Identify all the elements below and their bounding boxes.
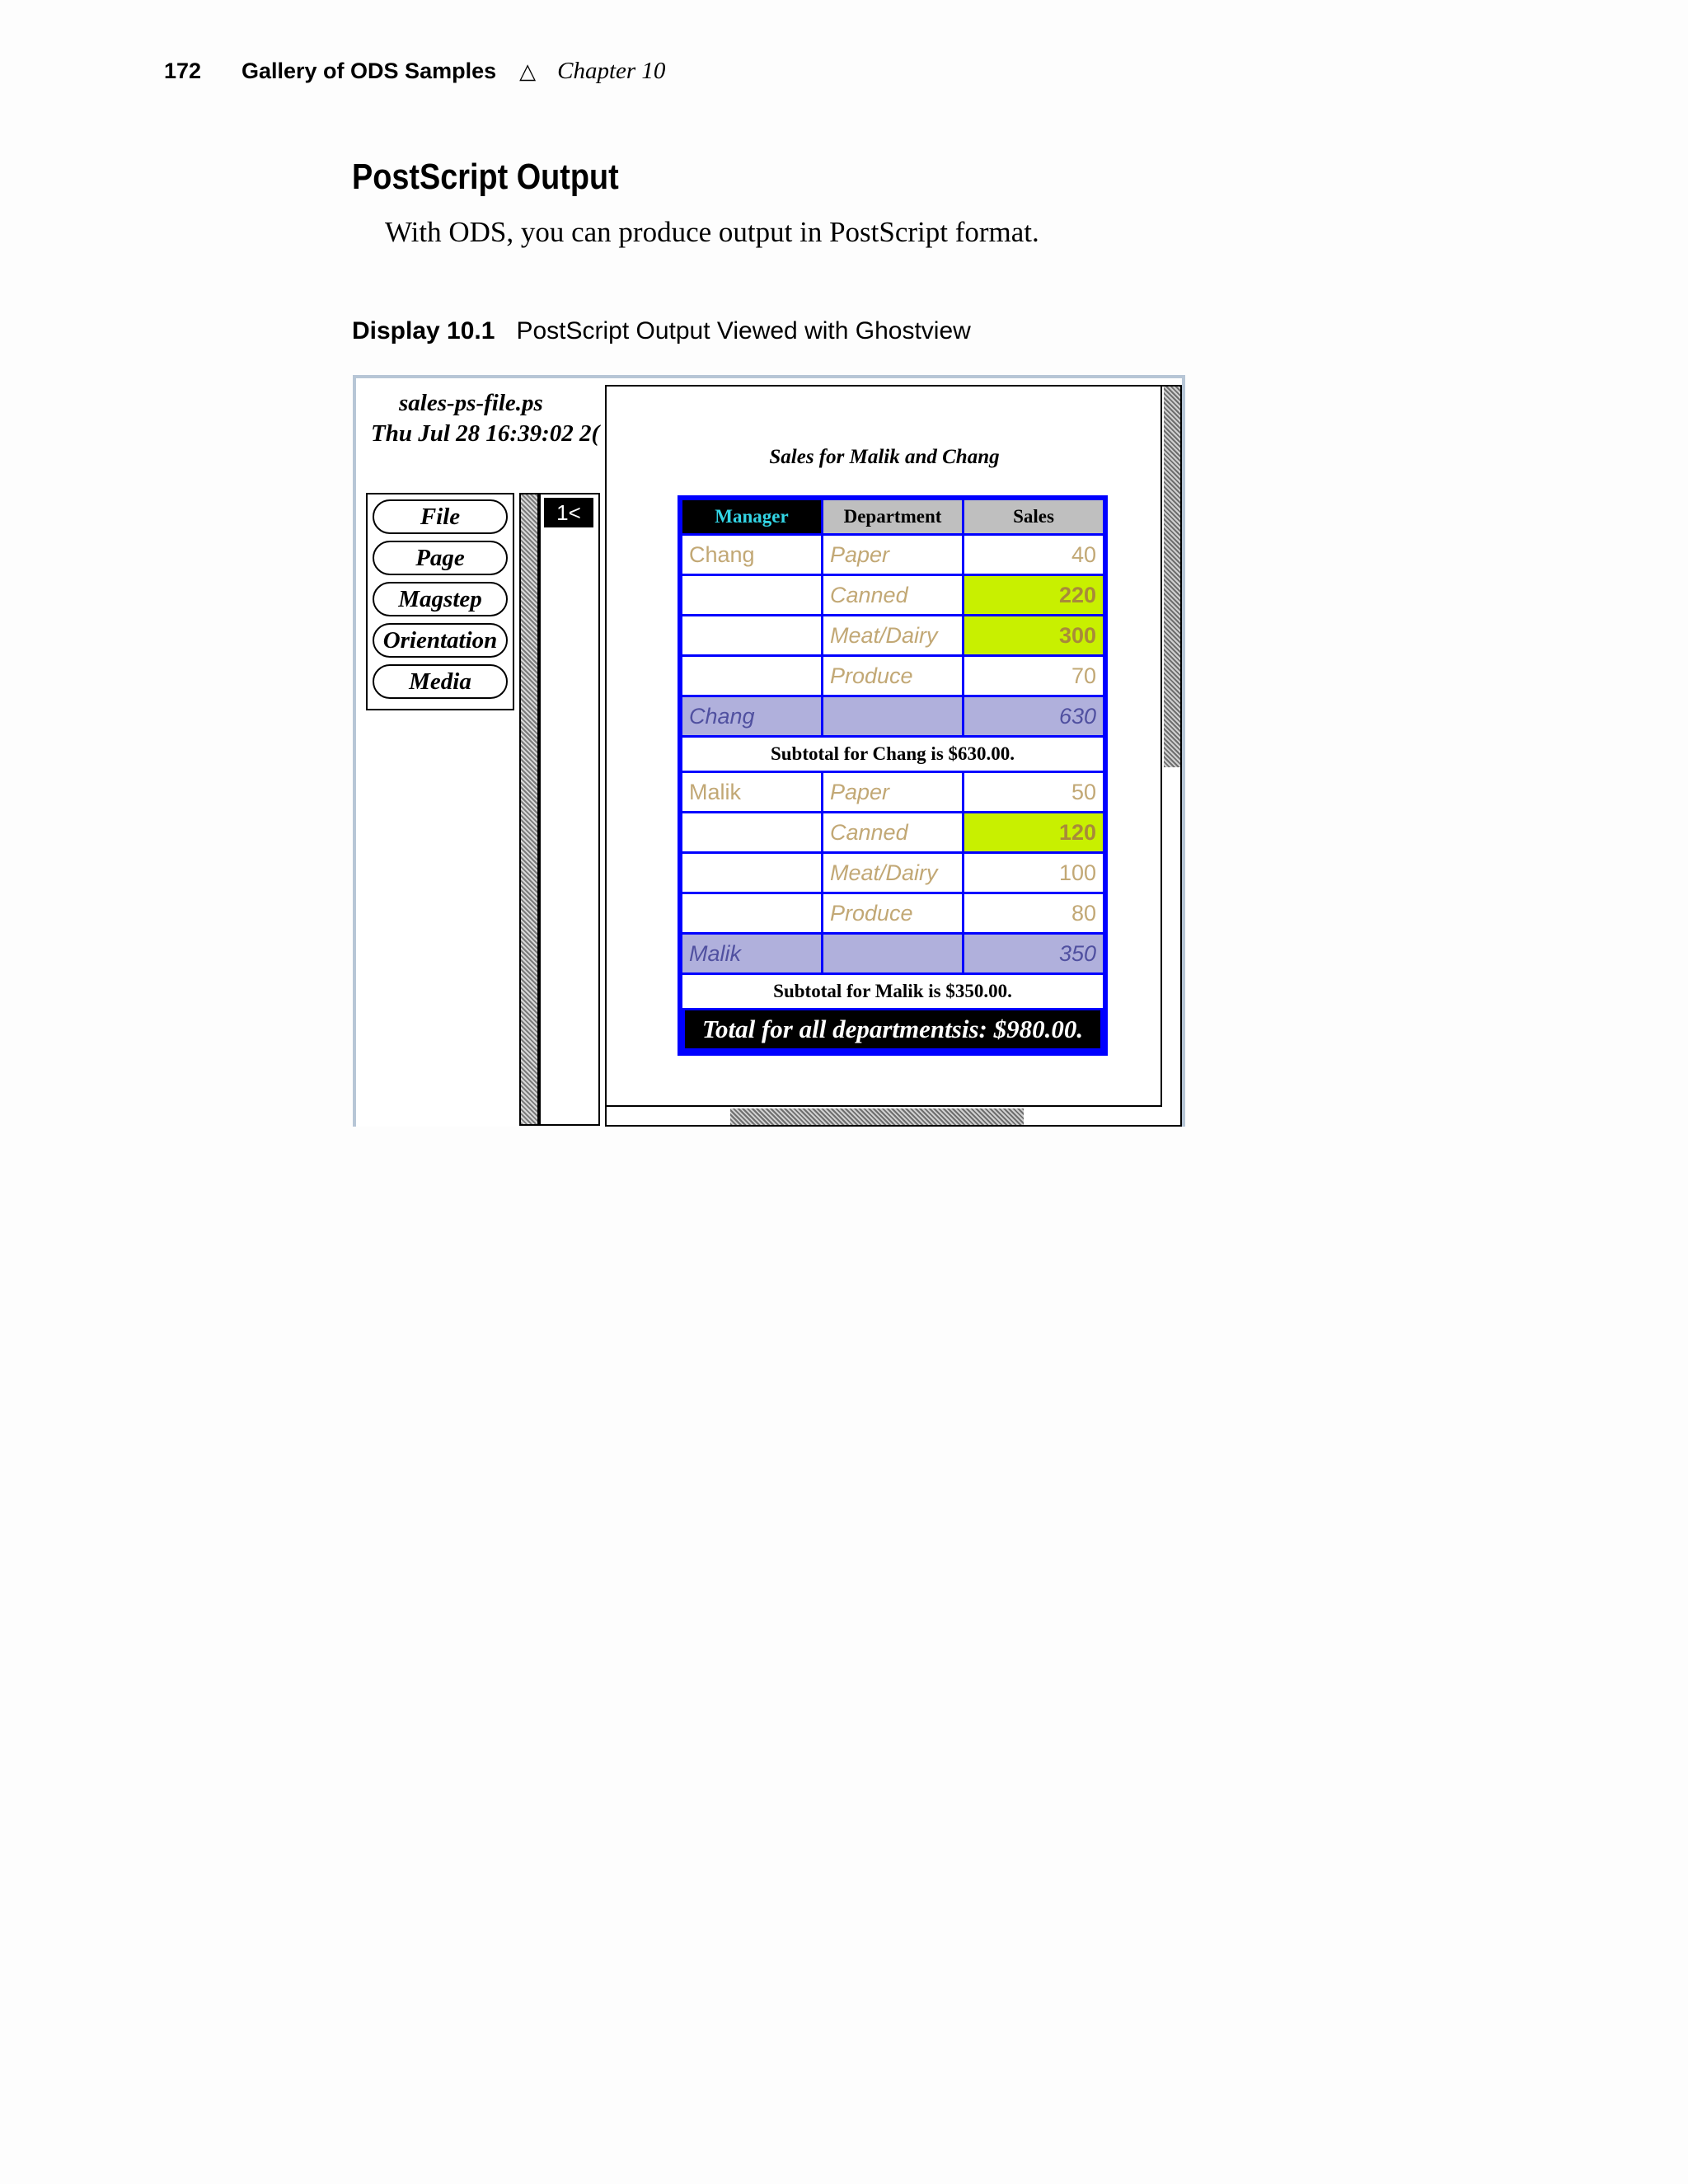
department-cell: Paper <box>823 773 964 811</box>
vertical-scrollbar-thumb[interactable] <box>1164 387 1180 767</box>
book-title: Gallery of ODS Samples <box>241 59 497 83</box>
table-row <box>682 813 1103 854</box>
table-row <box>682 657 1103 697</box>
department-cell: Paper <box>823 536 964 574</box>
subtotal-line: Subtotal for Chang is $630.00. <box>682 738 1103 773</box>
ghostview-window <box>353 375 1185 1127</box>
department-cell: Produce <box>823 894 964 932</box>
section-title: PostScript Output <box>352 157 619 197</box>
triangle-separator-icon: △ <box>519 59 537 83</box>
department-cell: Meat/Dairy <box>823 616 964 654</box>
table-row <box>682 894 1103 935</box>
summary-row <box>682 697 1103 738</box>
horizontal-scrollbar[interactable] <box>607 1105 1162 1125</box>
table-row <box>682 616 1103 657</box>
display-label: Display 10.1 <box>352 317 495 344</box>
header-manager: Manager <box>682 500 823 533</box>
table-header-row <box>682 500 1103 536</box>
manager-cell: Chang <box>682 536 823 574</box>
manager-cell <box>682 813 823 851</box>
table-row <box>682 773 1103 813</box>
intro-paragraph: With ODS, you can produce output in PostScript format. <box>385 216 1039 248</box>
manager-cell: Malik <box>682 773 823 811</box>
summary-sales-cell: 630 <box>964 697 1103 735</box>
summary-department-cell <box>823 935 964 972</box>
sales-cell: 50 <box>964 773 1103 811</box>
document-viewport <box>605 385 1182 1127</box>
magstep-button[interactable]: Magstep <box>373 582 508 616</box>
department-cell: Meat/Dairy <box>823 854 964 892</box>
page-list-scrollbar[interactable] <box>519 493 539 1126</box>
table-row <box>682 536 1103 576</box>
chapter-label: Chapter 10 <box>557 58 666 84</box>
summary-department-cell <box>823 697 964 735</box>
page-list <box>539 493 600 1126</box>
sales-cell: 100 <box>964 854 1103 892</box>
header-sales: Sales <box>964 500 1103 533</box>
department-cell: Canned <box>823 576 964 614</box>
file-info <box>356 390 603 448</box>
media-button[interactable]: Media <box>373 664 508 699</box>
running-header <box>164 58 665 85</box>
department-cell: Canned <box>823 813 964 851</box>
sales-cell-highlighted: 120 <box>964 813 1103 851</box>
subtotal-line: Subtotal for Malik is $350.00. <box>682 975 1103 1010</box>
sales-cell: 70 <box>964 657 1103 695</box>
file-button[interactable]: File <box>373 499 508 534</box>
manager-cell <box>682 894 823 932</box>
display-caption-text: PostScript Output Viewed with Ghostview <box>516 317 971 344</box>
summary-row <box>682 935 1103 975</box>
summary-manager-cell: Chang <box>682 697 823 735</box>
page-button[interactable]: Page <box>373 541 508 575</box>
sales-cell-highlighted: 220 <box>964 576 1103 614</box>
sales-table <box>678 495 1108 1056</box>
sales-cell-highlighted: 300 <box>964 616 1103 654</box>
page-list-item[interactable]: 1< <box>544 498 593 527</box>
header-department: Department <box>823 500 964 533</box>
file-date: Thu Jul 28 16:39:02 2( <box>371 420 600 447</box>
manager-cell <box>682 576 823 614</box>
table-row <box>682 854 1103 894</box>
manager-cell <box>682 854 823 892</box>
page-number: 172 <box>164 59 202 83</box>
manager-cell <box>682 616 823 654</box>
table-row <box>682 576 1103 616</box>
display-caption <box>352 317 971 345</box>
summary-manager-cell: Malik <box>682 935 823 972</box>
horizontal-scrollbar-thumb[interactable] <box>730 1108 1024 1125</box>
grand-total-line: Total for all departmentsis: $980.00. <box>682 1010 1103 1051</box>
summary-sales-cell: 350 <box>964 935 1103 972</box>
menu-button-panel <box>366 493 514 710</box>
vertical-scrollbar[interactable] <box>1160 387 1180 1107</box>
sales-cell: 80 <box>964 894 1103 932</box>
department-cell: Produce <box>823 657 964 695</box>
orientation-button[interactable]: Orientation <box>373 623 508 658</box>
manager-cell <box>682 657 823 695</box>
sales-cell: 40 <box>964 536 1103 574</box>
report-title: Sales for Malik and Chang <box>769 446 1000 468</box>
file-name: sales-ps-file.ps <box>399 390 543 416</box>
